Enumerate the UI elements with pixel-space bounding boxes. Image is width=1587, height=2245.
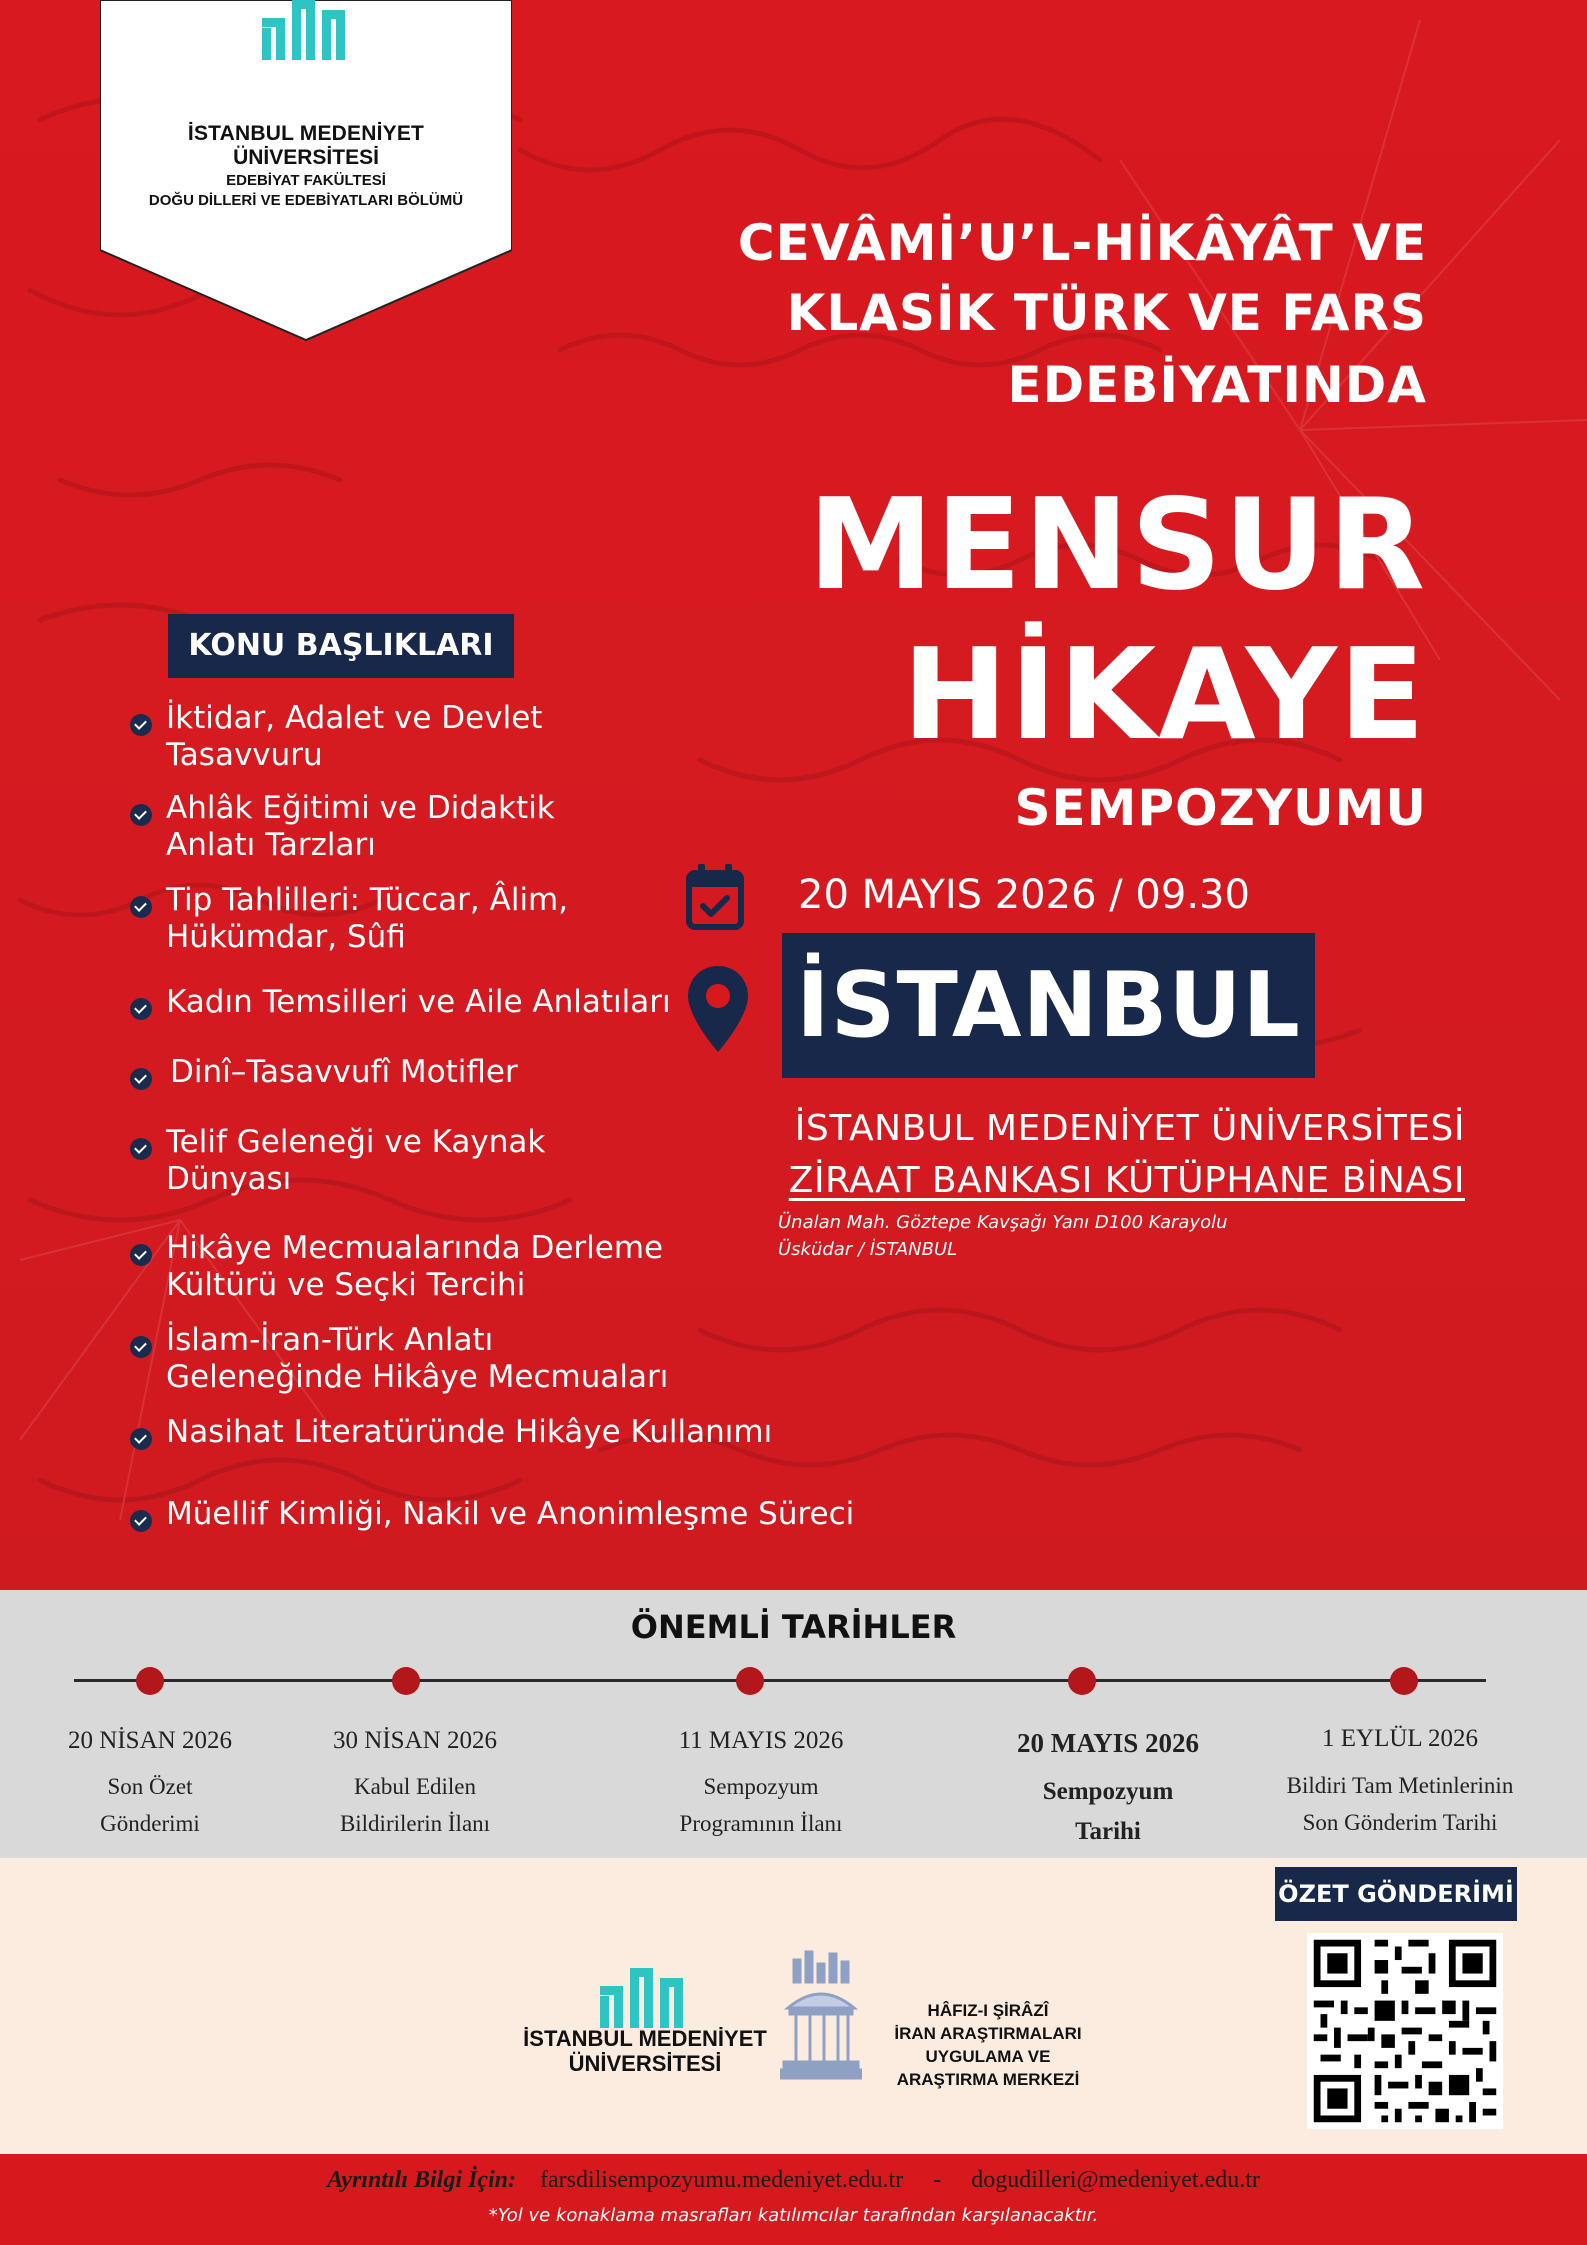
topics-heading: KONU BAŞLIKLARI — [168, 614, 514, 678]
date-1-label-line-2: Gönderimi — [100, 1811, 200, 1836]
badge-university-name-2: ÜNİVERSİTESİ — [233, 146, 379, 169]
date-5: 1 EYLÜL 2026 — [1322, 1725, 1478, 1752]
topic-line-1: Tip Tahlilleri: Tüccar, Âlim, — [166, 882, 569, 918]
badge-department: DOĞU DİLLERİ VE EDEBİYATLARI BÖLÜMÜ — [148, 192, 464, 209]
date-1: 20 NİSAN 2026 — [68, 1727, 232, 1754]
date-5-label-line-1: Bildiri Tam Metinlerinin — [1286, 1773, 1514, 1798]
topic-line-1: İktidar, Adalet ve Devlet — [166, 700, 543, 736]
topic-line-2: Dünyası — [166, 1161, 292, 1197]
date-4-label-line-1: Sempozyum — [1042, 1778, 1174, 1805]
location-pin-icon — [686, 964, 750, 1054]
date-3-label — [641, 1768, 881, 1842]
timeline-line — [74, 1679, 1486, 1682]
check-circle-icon — [130, 1428, 152, 1450]
topic-line-1: Dinî–Tasavvufî Motifler — [170, 1054, 518, 1090]
topic-line-2: Anlatı Tarzları — [166, 827, 376, 863]
timeline-dot — [136, 1667, 164, 1695]
topic-line-2: Tasavvuru — [166, 737, 323, 773]
timeline-dot — [736, 1667, 764, 1695]
timeline-dot — [1068, 1667, 1096, 1695]
university-badge — [100, 0, 512, 342]
date-4-label-line-2: Tarihi — [1075, 1818, 1141, 1845]
date-2: 30 NİSAN 2026 — [333, 1727, 497, 1754]
date-4-label — [988, 1772, 1228, 1852]
check-circle-icon — [130, 1244, 152, 1266]
check-circle-icon — [130, 896, 152, 918]
check-circle-icon — [130, 804, 152, 826]
check-circle-icon — [130, 1138, 152, 1160]
date-4: 20 MAYIS 2026 — [1016, 1728, 1200, 1758]
title-line-3: EDEBİYATINDA — [1007, 356, 1427, 414]
topic-line-1: Kadın Temsilleri ve Aile Anlatıları — [166, 984, 671, 1020]
title-line-1: CEVÂMİ’U’L-HİKÂYÂT VE — [737, 214, 1427, 272]
check-circle-icon — [130, 714, 152, 736]
date-1-label-line-1: Son Özet — [107, 1774, 193, 1799]
calendar-check-icon — [686, 864, 744, 930]
topic-line-1: Telif Geleneği ve Kaynak — [166, 1124, 546, 1160]
topic-line-1: Nasihat Literatüründe Hikâye Kullanımı — [166, 1414, 773, 1450]
topic-line-2: Kültürü ve Seçki Tercihi — [166, 1267, 526, 1303]
address-line-2: Üsküdar / İSTANBUL — [778, 1239, 958, 1260]
university-logo — [262, 0, 350, 60]
main-title-2: HİKAYE — [902, 621, 1427, 768]
date-1-label — [30, 1768, 270, 1842]
partner-university-name-2: ÜNİVERSİTESİ — [568, 2051, 722, 2076]
date-3-label-line-1: Sempozyum — [703, 1774, 819, 1799]
center-name-1: HÂFIZ-I ŞİRÂZÎ — [927, 2001, 1049, 2020]
footer-email-link[interactable]: dogudilleri@medeniyet.edu.tr — [971, 2167, 1260, 2193]
footer-info-label: Ayrıntılı Bilgi İçin: — [327, 2167, 516, 2193]
footer-info — [0, 2167, 1587, 2194]
topic-line-1: İslam-İran-Türk Anlatı — [166, 1322, 494, 1358]
partner-university-name: İSTANBUL MEDENİYET — [523, 2026, 767, 2051]
pavilion-logo — [780, 1950, 862, 2080]
check-circle-icon — [130, 998, 152, 1020]
date-2-label — [295, 1768, 535, 1842]
venue-line-2: ZİRAAT BANKASI KÜTÜPHANE BİNASI — [788, 1160, 1465, 1201]
city-box — [782, 933, 1315, 1078]
date-3-label-line-2: Programının İlanı — [679, 1811, 843, 1836]
timeline-dot — [392, 1667, 420, 1695]
subtitle: SEMPOZYUMU — [1014, 779, 1427, 837]
check-circle-icon — [130, 1068, 152, 1090]
topic-line-1: Ahlâk Eğitimi ve Didaktik — [166, 790, 555, 826]
abstract-submission-label: ÖZET GÖNDERİMİ — [1275, 1867, 1517, 1921]
important-dates-heading: ÖNEMLİ TARİHLER — [630, 1608, 957, 1646]
topic-line-2: Hükümdar, Sûfi — [166, 919, 406, 955]
university-logo — [598, 1968, 690, 2028]
address-line-1: Ünalan Mah. Göztepe Kavşağı Yanı D100 Karayolu — [778, 1212, 1228, 1233]
main-title-1: MENSUR — [808, 471, 1427, 618]
footer-note: *Yol ve konaklama masrafları katılımcılar tarafından karşılanacaktır. — [488, 2205, 1099, 2226]
badge-university-name: İSTANBUL MEDENİYET — [187, 122, 425, 145]
badge-faculty: EDEBİYAT FAKÜLTESİ — [226, 172, 386, 189]
venue-line-1: İSTANBUL MEDENİYET ÜNİVERSİTESİ — [794, 1108, 1465, 1149]
date-2-label-line-1: Kabul Edilen — [354, 1774, 476, 1799]
footer-website-link[interactable]: farsdilisempozyumu.medeniyet.edu.tr — [539, 2167, 904, 2193]
event-date-time: 20 MAYIS 2026 / 09.30 — [798, 872, 1250, 918]
qr-code[interactable] — [1307, 1933, 1503, 2129]
timeline-dot — [1390, 1667, 1418, 1695]
date-5-label — [1270, 1767, 1530, 1841]
date-3: 11 MAYIS 2026 — [678, 1727, 844, 1754]
check-circle-icon — [130, 1336, 152, 1358]
topic-line-2: Geleneğinde Hikâye Mecmuaları — [166, 1359, 669, 1395]
title-line-2: KLASİK TÜRK VE FARS — [786, 284, 1427, 342]
center-name-2: İRAN ARAŞTIRMALARI — [894, 2024, 1082, 2043]
topic-line-1: Müellif Kimliği, Nakil ve Anonimleşme Süreci — [166, 1496, 855, 1532]
footer-separator: - — [933, 2167, 942, 2193]
topic-line-1: Hikâye Mecmualarında Derleme — [166, 1230, 664, 1266]
event-city: İSTANBUL — [796, 953, 1301, 1058]
date-5-label-line-2: Son Gönderim Tarihi — [1302, 1810, 1498, 1835]
center-name-3: UYGULAMA VE — [925, 2047, 1051, 2066]
check-circle-icon — [130, 1510, 152, 1532]
center-name-4: ARAŞTIRMA MERKEZİ — [896, 2070, 1080, 2089]
date-2-label-line-2: Bildirilerin İlanı — [339, 1811, 491, 1836]
